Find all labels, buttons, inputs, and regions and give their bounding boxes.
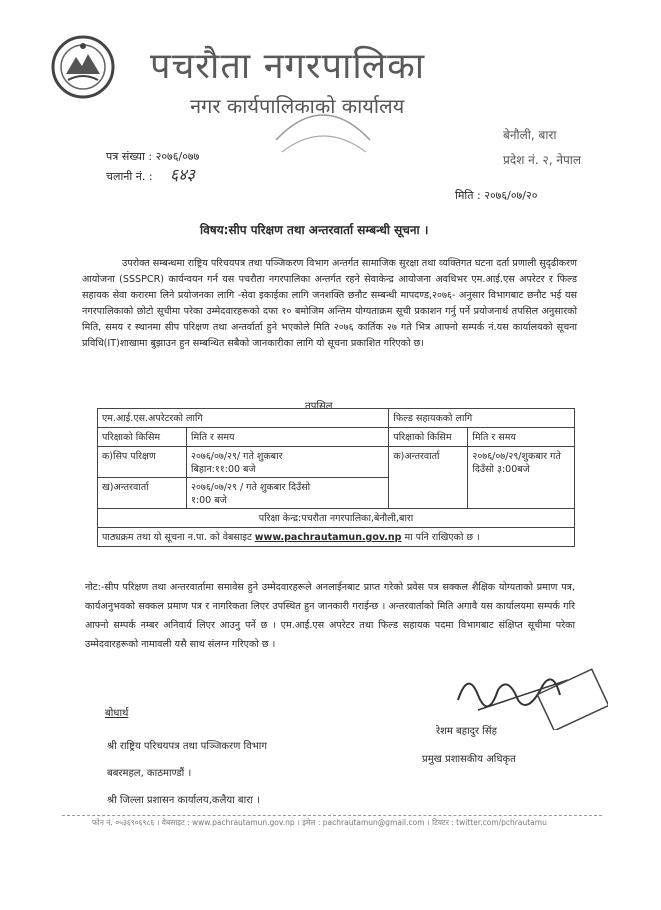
datetime-line: दिउँसो ३:00बजे (472, 464, 530, 475)
note-section (85, 578, 575, 654)
signatory-designation: प्रमुख प्रशासकीय अधिकृत (422, 754, 516, 765)
exam-datetime (468, 447, 575, 509)
cc-item: बबरमहल, काठमाण्डौं । (107, 768, 192, 779)
footer-divider (62, 815, 602, 816)
cc-label: बोधार्थ (105, 708, 129, 719)
table-caption: तपसिल (305, 401, 333, 412)
letter-subject: विषय:सीप परिक्षण तथा अन्तरवार्ता सम्बन्धी सूचना । (200, 223, 429, 237)
handwritten-signature (448, 660, 608, 730)
datetime-line: बिहान:११:00 बजे (191, 464, 256, 475)
municipality-emblem (48, 32, 118, 102)
column-header-datetime: मिति र समय (187, 428, 389, 447)
exam-type: क)अन्तरवार्ता (389, 447, 468, 509)
letter-body (82, 256, 577, 352)
exam-datetime (187, 447, 389, 478)
schedule-table (97, 408, 575, 547)
signatory-name: रेशम बहादुर सिंह (436, 726, 497, 737)
mis-operator-header: एम.आई.एस.अपरेटरको लागि (98, 409, 389, 428)
office-name: नगर कार्यपालिकाको कार्यालय (190, 94, 405, 118)
website-note-text: पाठ्यक्रम तथा यो सूचना न.पा. को वेबसाइट (102, 532, 252, 543)
address-line-2: प्रदेश नं. २, नेपाल (503, 153, 582, 167)
exam-datetime (187, 478, 389, 509)
address-line-1: बेनौली, बारा (503, 128, 557, 142)
office-stamp (268, 100, 378, 160)
cc-item: श्री जिल्ला प्रशासन कार्यालय,कलैया बारा । (107, 795, 260, 806)
exam-type: ख)अन्तरवार्ता (98, 478, 187, 509)
datetime-line: १:00 बजे (191, 495, 227, 506)
datetime-line: २०७६/०७/२९/शुकबार गते (472, 451, 561, 462)
column-header-type: परिक्षाको किसिम (98, 428, 187, 447)
datetime-line: २०७६/०७/२९/ गते शुकबार (191, 451, 283, 462)
field-assistant-header: फिल्ड सहायकको लागि (389, 409, 575, 428)
datetime-line: २०७६/०७/२९ / गते शुकबार दिउँसो (191, 482, 311, 493)
letter-date: मिति : २०७६/०७/२० (455, 189, 538, 202)
letter-number: पत्र संख्या : २०७६/०७७ (106, 150, 200, 163)
note-text: नोट:-सीप परिक्षण तथा अन्तरवार्तामा समावेस हुने उम्मेदवारहरूले अनलाईनबाट प्राप्त गरेको प्रवेस पत्र सक्कल शैक्षिक योग्यताको प्रमाण पत्र, कार्यअनुभवको सक्कल प्रमाण पत्र र नागरिकता लिएर उपस्थित हुन जानकारी गराईन्छ । अन्तरवार्ताको मिति अगावै यस कार्यालयमा सम्पर्क गरि आफ्नो सम्पर्क नम्बर अनिवार्य लिएर आउनु पर्ने छ । एम.आई.एस अपरेटर तथा फिल्ड सहायक पदमा विभागबाट संक्षिप्त सूचीमा परेका उम्मेदवारहरूको नामावली यसै साथ संलग्न गरिएको छ । (85, 582, 575, 650)
dispatch-label: चलानी नं. : (106, 170, 153, 183)
body-paragraph: उपरोक्त सम्बन्धमा राष्ट्रिय परिचयपत्र तथा पञ्जिकरण विभाग अन्तर्गत सामाजिक सुरक्षा तथा व्यक्तिगत घटना दर्ता प्रणाली सुदृढीकरण आयोजना (SSSPCR) कार्यन्वयन गर्न यस पचरौता नगरपालिका अन्तर्गत रहने सेवाकेन्द्र आयोजना अवधिभर एम.आई.एस अपरेटर र फिल्ड सहायक सेवा करारमा लिने प्रयोजनका लागि -सेवा इकाईका लागि जनशक्ति छनौट सम्बन्धी मापदण्ड,२०७६- अनुसार विभागबाट छनौट भई यस नगरपालिकाको छोटो सूचीमा परेका उम्मेदवारहरूको दफा १० बमोजिम अन्तिम योग्यताक्रम सूची प्रकाशन गर्नु पर्ने प्रयोजनार्थ तपसिल अनुसारको मिति, समय र स्थानमा सीप परिक्षण तथा अन्तर्वार्ता हुने भएकोले मिति २०७६ कार्तिक २७ गते भित्र आफ्नो सम्पर्क नं.यस कार्यालयको सूचना प्रविधि(IT)शाखामा बुझाउन हुन सम्बन्धित सबैको जानकारीका लागि यो सूचना प्रकाशित गरिएको छ। (82, 258, 577, 349)
dispatch-number: ६४३ (170, 165, 195, 184)
website-note-suffix: मा पनि राखिएको छ । (404, 532, 480, 543)
cc-item: श्री राष्ट्रिय परिचयपत्र तथा पञ्जिकरण विभाग (107, 741, 267, 752)
exam-type: क)सिप परिक्षण (98, 447, 187, 478)
exam-center: परिक्षा केन्द्र:पचरौता नगरपालिका,बेनौली,बारा (98, 509, 575, 528)
footer-contact: फोन नं. ०५३६९०६९८६ । वेबसाइट : www.pachrautamun.gov.np । इमेल : pachrautamun@gmail.com । टिवटर : twitter.com/pchrautamu (92, 818, 547, 827)
column-header-type: परिक्षाको किसिम (389, 428, 468, 447)
table-row (98, 447, 575, 478)
column-header-datetime: मिति र समय (468, 428, 575, 447)
website-link[interactable]: www.pachrautamun.gov.np (254, 532, 402, 543)
website-note (98, 528, 575, 547)
municipality-title: पचरौता नगरपालिका (150, 46, 426, 87)
